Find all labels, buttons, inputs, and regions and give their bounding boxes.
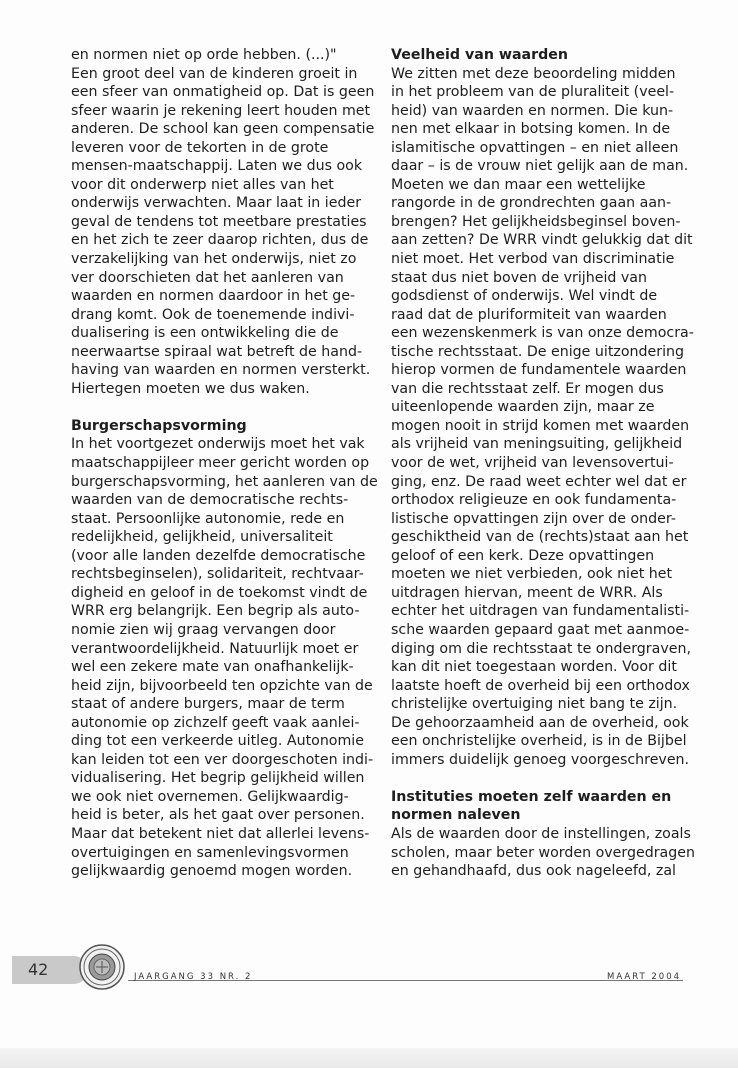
text-line: van die rechtsstaat zelf. Er mogen dus (391, 380, 664, 397)
text-line: staat of andere burgers, maar de term (71, 696, 345, 713)
text-line: aan zetten? De WRR vindt gelukkig dat dit (391, 232, 693, 249)
text-line: mogen nooit in strijd komen met waarden (391, 417, 690, 434)
text-line: verzakelijking van het onderwijs, niet zo (71, 251, 357, 268)
paragraph-gap (71, 398, 371, 417)
text-line: vidualisering. Het begrip gelijkheid willen (71, 770, 365, 787)
text-line: islamitische opvattingen – en niet alleen (391, 139, 679, 156)
text-line: waarden en normen daardoor in het ge- (71, 288, 356, 305)
paragraph-gap (391, 769, 691, 788)
text-line: en gehandhaafd, dus ook nageleefd, zal (391, 863, 676, 880)
text-line: leveren voor de tekorten in de grote (71, 139, 329, 156)
text-line: verantwoordelijkheid. Natuurlijk moet er (71, 640, 359, 657)
text-line: in het probleem van de pluraliteit (veel- (391, 84, 675, 101)
text-line: Een groot deel van de kinderen groeit in (71, 65, 358, 82)
text-line: kan dit niet toegestaan worden. Voor dit (391, 659, 677, 676)
text-line: (voor alle landen dezelfde democratische (71, 547, 366, 564)
text-line: voor dit onderwerp niet alles van het (71, 176, 334, 193)
text-line: In het voortgezet onderwijs moet het vak (71, 436, 365, 453)
text-line: uiteenlopende waarden zijn, maar ze (391, 399, 655, 416)
text-line: geval de tendens tot meetbare prestaties (71, 213, 367, 230)
text-line: redelijkheid, gelijkheid, universaliteit (71, 529, 333, 546)
text-line: staat dus niet boven de vrijheid van (391, 269, 647, 286)
right-column (391, 46, 695, 881)
text-line: kan leiden tot een ver doorgeschoten indi- (71, 751, 374, 768)
text-line: drang komt. Ook de toenemende indivi- (71, 306, 355, 323)
text-line: en het zich te zeer daarop richten, dus de (71, 232, 369, 249)
text-line: niet moet. Het verbod van discriminatie (391, 251, 675, 268)
text-line: nen met elkaar in botsing komen. In de (391, 121, 671, 138)
text-line: staat. Persoonlijke autonomie, rede en (71, 510, 345, 527)
text-line: having van waarden en normen versterkt. (71, 362, 371, 379)
text-line: orthodox religieuze en ook fundamenta- (391, 492, 677, 509)
text-line: dualisering is een ontwikkeling die de (71, 325, 339, 342)
date-label: MAART 2004 (607, 972, 682, 982)
text-line: scholen, maar beter worden overgedragen (391, 844, 695, 861)
text-line: een onchristelijke overheid, is in de Bijbel (391, 733, 687, 750)
text-line: christelijke overtuiging niet bang te zijn. (391, 696, 678, 713)
text-line: daar – is de vrouw niet gelijk aan de man. (391, 158, 689, 175)
text-line: immers duidelijk genoeg voorgeschreven. (391, 751, 690, 768)
text-line: rechtsbeginselen), solidariteit, rechtvaar- (71, 566, 364, 583)
text-line: we ook niet overnemen. Gelijkwaardig- (71, 788, 349, 805)
text-line: Maar dat betekent niet dat allerlei levens- (71, 825, 370, 842)
text-line: heid zijn, bijvoorbeeld ten opzichte van de (71, 677, 373, 694)
text-line: laatste hoeft de overheid bij een orthodox (391, 677, 690, 694)
text-line: wel een zekere mate van onafhankelijk- (71, 659, 354, 676)
text-line: sfeer waarin je rekening leert houden met (71, 102, 371, 119)
section-heading: Burgerschapsvorming (71, 417, 247, 434)
text-line: gelijkwaardig genoemd mogen worden. (71, 863, 353, 880)
text-line: en normen niet op orde hebben. (...)" (71, 47, 337, 63)
text-line: digheid en geloof in de toekomst vindt de (71, 584, 368, 601)
text-line: Hiertegen moeten we dus waken. (71, 380, 310, 397)
page-number-tab (12, 956, 88, 984)
text-line: echter het uitdragen van fundamentalisti- (391, 603, 690, 620)
text-line: godsdienst of onderwijs. Wel vindt de (391, 288, 658, 305)
text-line: autonomie op zichzelf geeft vaak aanlei- (71, 714, 360, 731)
text-line: heid) van waarden en normen. Die kun- (391, 102, 674, 119)
text-line: Als de waarden door de instellingen, zoals (391, 825, 691, 842)
text-line: als vrijheid van meningsuiting, gelijkheid (391, 436, 683, 453)
text-line: raad dat de pluriformiteit van waarden (391, 306, 667, 323)
text-line: De gehoorzaamheid aan de overheid, ook (391, 714, 689, 731)
left-column (71, 46, 378, 881)
text-line: anderen. De school kan geen compensatie (71, 121, 375, 138)
text-line: brengen? Het gelijkheidsbeginsel boven- (391, 213, 681, 230)
text-line: een sfeer van onmatigheid op. Dat is geen (71, 84, 375, 101)
text-line: burgerschapsvorming, het aanleren van de (71, 473, 378, 490)
section-heading: normen naleven (391, 807, 521, 824)
text-line: neerwaartse spiraal wat betreft de hand- (71, 343, 363, 360)
text-line: hierop vormen de fundamentele waarden (391, 362, 687, 379)
text-line: ging, enz. De raad weet echter wel dat er (391, 473, 687, 490)
text-line: voor de wet, vrijheid van levensovertui- (391, 455, 674, 472)
text-line: Moeten we dan maar een wettelijke (391, 176, 646, 193)
text-line: nomie zien wij graag vervangen door (71, 621, 336, 638)
text-line: moeten we niet verbieden, ook niet het (391, 566, 673, 583)
section-heading: Veelheid van waarden (391, 47, 568, 63)
text-line: sche waarden gepaard gaat met aanmoe- (391, 621, 690, 638)
text-line: We zitten met deze beoordeling midden (391, 65, 676, 82)
text-line: heid is beter, als het gaat over personen. (71, 807, 365, 824)
text-line: ding tot een verkeerde uitleg. Autonomie (71, 733, 364, 750)
text-line: geschiktheid van de (rechts)staat aan het (391, 529, 689, 546)
text-line: WRR erg belangrijk. Een begrip als auto- (71, 603, 360, 620)
text-line: uitdragen hiervan, meent de WRR. Als (391, 584, 663, 601)
text-line: waarden van de democratische rechts- (71, 492, 349, 509)
text-line: rangorde in de grondrechten gaan aan- (391, 195, 672, 212)
text-line: mensen-maatschappij. Laten we dus ook (71, 158, 363, 175)
text-line: listische opvattingen zijn over de onder- (391, 510, 676, 527)
text-line: overtuigingen en samenlevingsvormen (71, 844, 349, 861)
issue-label: JAARGANG 33 NR. 2 (134, 972, 253, 982)
journal-seal-icon (79, 944, 125, 990)
text-line: ver doorschieten dat het aanleren van (71, 269, 344, 286)
text-line: tische rechtsstaat. De enige uitzondering (391, 343, 685, 360)
section-heading: Instituties moeten zelf waarden en (391, 788, 672, 805)
text-line: geloof of een kerk. Deze opvattingen (391, 547, 655, 564)
text-line: onderwijs verwachten. Maar laat in ieder (71, 195, 362, 212)
text-line: een wezenskenmerk is van onze democra- (391, 325, 694, 342)
text-line: diging om die rechtsstaat te ondergraven, (391, 640, 691, 657)
page-number: 42 (28, 960, 49, 979)
text-line: maatschappijleer meer gericht worden op (71, 455, 370, 472)
scan-edge (0, 1048, 738, 1068)
